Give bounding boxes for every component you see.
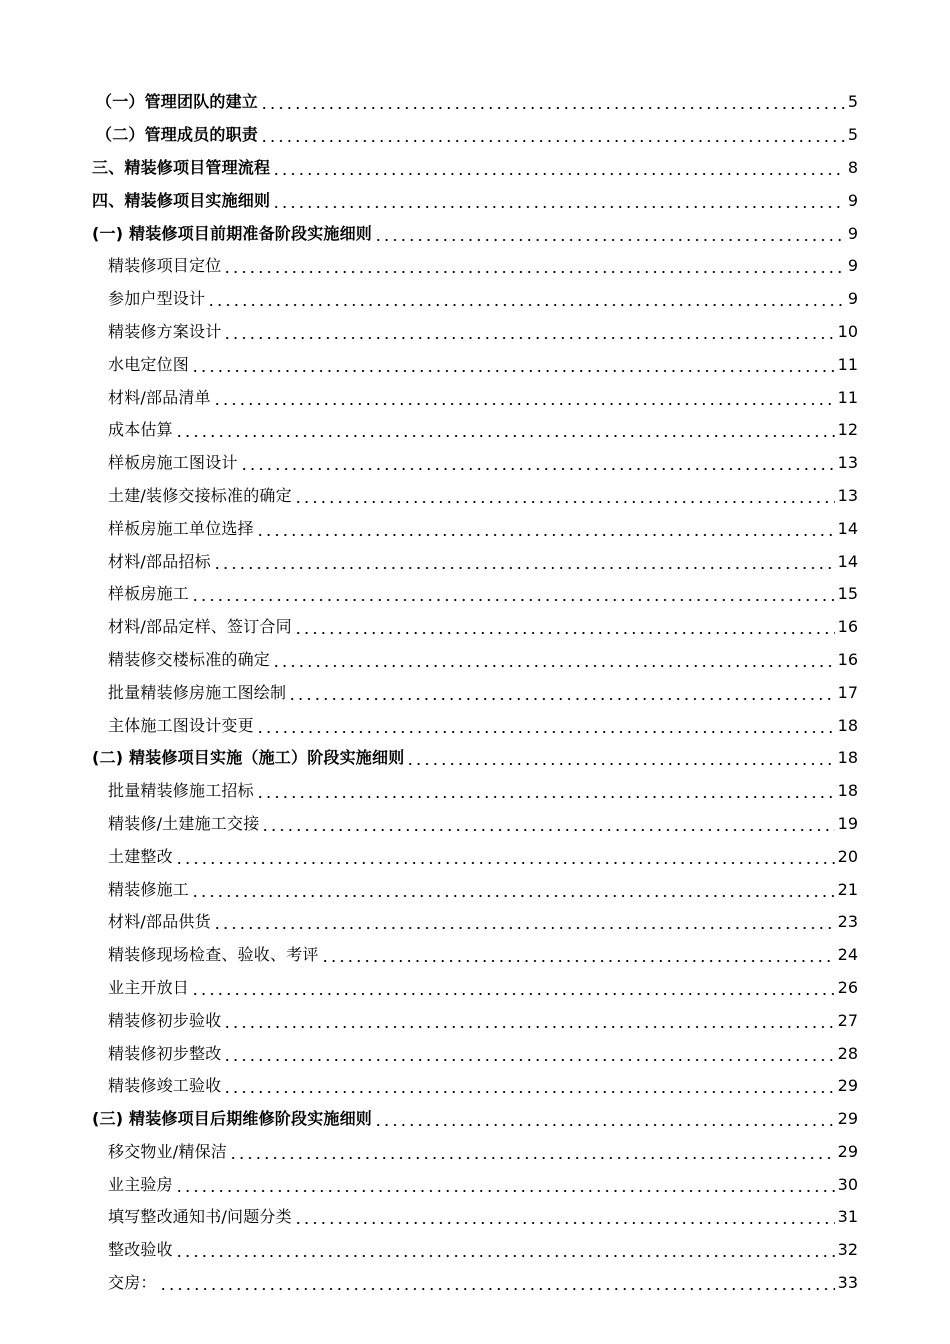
toc-entry-title: (一) 精装修项目前期准备阶段实施细则 xyxy=(92,223,372,243)
toc-entry-page-number: 9 xyxy=(847,256,858,276)
toc-entry-page-number: 9 xyxy=(847,289,858,309)
toc-entry[interactable] xyxy=(0,808,950,841)
toc-dot-leader xyxy=(374,224,845,244)
toc-entry[interactable] xyxy=(0,184,950,217)
toc-entry[interactable] xyxy=(0,840,950,873)
table-of-contents xyxy=(0,86,950,1299)
toc-entry[interactable] xyxy=(0,1136,950,1169)
toc-entry[interactable] xyxy=(0,742,950,775)
toc-dot-leader xyxy=(256,781,835,801)
toc-entry-page-number: 16 xyxy=(837,617,858,637)
toc-entry[interactable] xyxy=(0,873,950,906)
toc-entry-page-number: 18 xyxy=(837,748,858,768)
toc-entry-page-number: 18 xyxy=(837,781,858,801)
toc-entry[interactable] xyxy=(0,578,950,611)
toc-dot-leader xyxy=(261,814,834,834)
toc-entry-page-number: 21 xyxy=(837,879,858,899)
toc-dot-leader xyxy=(240,453,835,473)
toc-entry-title: 材料/部品招标 xyxy=(108,551,211,571)
toc-entry[interactable] xyxy=(0,283,950,316)
toc-entry-title: 精装修施工 xyxy=(108,879,190,899)
toc-entry-page-number: 20 xyxy=(837,846,858,866)
toc-dot-leader xyxy=(294,617,835,637)
toc-entry-title: 填写整改通知书/问题分类 xyxy=(108,1207,292,1227)
toc-entry-page-number: 26 xyxy=(837,977,858,997)
toc-dot-leader xyxy=(223,1076,834,1096)
toc-entry[interactable] xyxy=(0,1234,950,1267)
toc-entry-page-number: 27 xyxy=(837,1010,858,1030)
toc-entry-title: 样板房施工单位选择 xyxy=(108,518,254,538)
toc-dot-leader xyxy=(256,716,835,736)
toc-entry-title: 土建/装修交接标准的确定 xyxy=(108,485,292,505)
toc-entry-title: （一）管理团队的建立 xyxy=(96,92,259,112)
toc-entry[interactable] xyxy=(0,545,950,578)
toc-entry[interactable] xyxy=(0,906,950,939)
toc-entry-page-number: 13 xyxy=(837,485,858,505)
toc-entry[interactable] xyxy=(0,119,950,152)
toc-entry-title: 批量精装修房施工图绘制 xyxy=(108,682,287,702)
toc-entry-page-number: 14 xyxy=(837,551,858,571)
toc-entry-title: 参加户型设计 xyxy=(108,289,206,309)
toc-entry[interactable] xyxy=(0,1037,950,1070)
toc-dot-leader xyxy=(223,322,834,342)
toc-entry-page-number: 13 xyxy=(837,453,858,473)
toc-dot-leader xyxy=(288,683,834,703)
toc-entry-title: 土建整改 xyxy=(108,846,173,866)
toc-entry-title: 交房： xyxy=(108,1273,157,1293)
toc-entry[interactable] xyxy=(0,1004,950,1037)
toc-entry[interactable] xyxy=(0,512,950,545)
toc-entry-page-number: 30 xyxy=(837,1174,858,1194)
toc-dot-leader xyxy=(223,1011,834,1031)
toc-entry[interactable] xyxy=(0,1070,950,1103)
toc-entry-title: 精装修现场检查、验收、考评 xyxy=(108,945,319,965)
toc-entry[interactable] xyxy=(0,1201,950,1234)
toc-entry[interactable] xyxy=(0,972,950,1005)
toc-entry[interactable] xyxy=(0,348,950,381)
toc-entry[interactable] xyxy=(0,86,950,119)
toc-entry-page-number: 24 xyxy=(837,945,858,965)
toc-dot-leader xyxy=(294,1207,835,1227)
toc-entry-title: 样板房施工图设计 xyxy=(108,453,238,473)
toc-entry-title: 材料/部品供货 xyxy=(108,912,211,932)
toc-dot-leader xyxy=(175,1175,835,1195)
toc-entry-title: 精装修初步验收 xyxy=(108,1010,222,1030)
toc-entry-title: 批量精装修施工招标 xyxy=(108,781,254,801)
toc-dot-leader xyxy=(229,1142,835,1162)
toc-entry-title: 主体施工图设计变更 xyxy=(108,715,254,735)
toc-entry-title: (三) 精装修项目后期维修阶段实施细则 xyxy=(92,1109,372,1129)
toc-dot-leader xyxy=(260,92,845,112)
toc-entry-page-number: 29 xyxy=(837,1109,858,1129)
toc-entry-page-number: 8 xyxy=(847,157,858,177)
toc-entry-page-number: 16 xyxy=(837,649,858,669)
toc-entry[interactable] xyxy=(0,1168,950,1201)
toc-entry-page-number: 11 xyxy=(837,354,858,374)
toc-entry-title: 业主开放日 xyxy=(108,977,190,997)
toc-dot-leader xyxy=(191,978,835,998)
toc-entry[interactable] xyxy=(0,676,950,709)
toc-entry-title: 整改验收 xyxy=(108,1240,173,1260)
toc-dot-leader xyxy=(374,1109,835,1129)
toc-entry-title: 三、精装修项目管理流程 xyxy=(92,157,271,177)
toc-entry[interactable] xyxy=(0,152,950,185)
toc-entry-title: 四、精装修项目实施细则 xyxy=(92,190,271,210)
toc-dot-leader xyxy=(207,289,845,309)
toc-entry[interactable] xyxy=(0,1267,950,1300)
toc-entry[interactable] xyxy=(0,644,950,677)
toc-entry-title: 移交物业/精保洁 xyxy=(108,1141,227,1161)
toc-entry-page-number: 18 xyxy=(837,715,858,735)
toc-entry-page-number: 33 xyxy=(837,1273,858,1293)
toc-entry-title: 精装修初步整改 xyxy=(108,1043,222,1063)
toc-dot-leader xyxy=(213,912,835,932)
toc-entry-page-number: 23 xyxy=(837,912,858,932)
toc-entry-title: （二）管理成员的职责 xyxy=(96,125,259,145)
toc-entry-page-number: 32 xyxy=(837,1240,858,1260)
toc-entry-page-number: 5 xyxy=(847,92,858,112)
toc-entry-title: (二) 精装修项目实施（施工）阶段实施细则 xyxy=(92,748,405,768)
toc-entry-page-number: 14 xyxy=(837,518,858,538)
toc-entry[interactable] xyxy=(0,381,950,414)
toc-entry-title: 精装修方案设计 xyxy=(108,321,222,341)
toc-entry-page-number: 15 xyxy=(837,584,858,604)
toc-dot-leader xyxy=(272,158,845,178)
toc-entry[interactable] xyxy=(0,480,950,513)
toc-dot-leader xyxy=(175,847,835,867)
toc-entry-title: 业主验房 xyxy=(108,1174,173,1194)
toc-entry-page-number: 28 xyxy=(837,1043,858,1063)
toc-entry-title: 材料/部品定样、签订合同 xyxy=(108,617,292,637)
toc-entry-title: 水电定位图 xyxy=(108,354,190,374)
toc-dot-leader xyxy=(191,880,835,900)
toc-dot-leader xyxy=(213,388,835,408)
toc-entry[interactable] xyxy=(0,709,950,742)
toc-entry-title: 样板房施工 xyxy=(108,584,190,604)
toc-entry[interactable] xyxy=(0,1103,950,1136)
toc-dot-leader xyxy=(272,650,835,670)
toc-entry-page-number: 29 xyxy=(837,1141,858,1161)
toc-dot-leader xyxy=(260,125,845,145)
toc-entry-page-number: 31 xyxy=(837,1207,858,1227)
toc-entry-title: 精装修交楼标准的确定 xyxy=(108,649,271,669)
toc-entry-page-number: 11 xyxy=(837,387,858,407)
toc-entry-page-number: 17 xyxy=(837,682,858,702)
toc-entry[interactable] xyxy=(0,611,950,644)
toc-dot-leader xyxy=(321,945,835,965)
toc-entry-page-number: 19 xyxy=(837,813,858,833)
toc-entry[interactable] xyxy=(0,447,950,480)
toc-dot-leader xyxy=(213,552,835,572)
toc-entry[interactable] xyxy=(0,939,950,972)
toc-entry-title: 精装修/土建施工交接 xyxy=(108,813,260,833)
toc-dot-leader xyxy=(406,748,834,768)
toc-entry-page-number: 9 xyxy=(847,223,858,243)
toc-dot-leader xyxy=(191,584,835,604)
toc-entry[interactable] xyxy=(0,217,950,250)
toc-entry-title: 精装修竣工验收 xyxy=(108,1076,222,1096)
toc-entry-page-number: 9 xyxy=(847,190,858,210)
toc-entry-page-number: 10 xyxy=(837,321,858,341)
toc-entry-title: 材料/部品清单 xyxy=(108,387,211,407)
toc-dot-leader xyxy=(223,256,844,276)
toc-dot-leader xyxy=(159,1273,835,1293)
toc-entry[interactable] xyxy=(0,316,950,349)
toc-dot-leader xyxy=(256,519,835,539)
toc-entry[interactable] xyxy=(0,414,950,447)
toc-entry[interactable] xyxy=(0,250,950,283)
toc-dot-leader xyxy=(175,420,835,440)
toc-dot-leader xyxy=(175,1240,835,1260)
toc-entry-page-number: 29 xyxy=(837,1076,858,1096)
toc-dot-leader xyxy=(272,191,845,211)
toc-entry-title: 成本估算 xyxy=(108,420,173,440)
toc-entry-title: 精装修项目定位 xyxy=(108,256,222,276)
toc-dot-leader xyxy=(191,355,835,375)
toc-entry-page-number: 5 xyxy=(847,125,858,145)
toc-entry[interactable] xyxy=(0,775,950,808)
toc-dot-leader xyxy=(294,486,835,506)
toc-entry-page-number: 12 xyxy=(837,420,858,440)
toc-dot-leader xyxy=(223,1044,834,1064)
